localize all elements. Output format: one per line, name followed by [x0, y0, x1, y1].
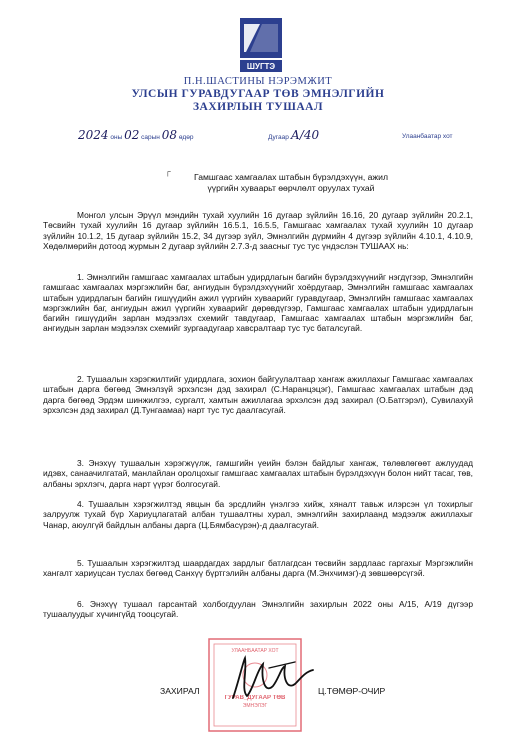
clause-4: 4. Тушаалын хэрэгжилтэд явцын ба эрсдлийн үнэлгээ хийж, хяналт тавьж илэрсэн үл тохирлыг залруулж тухай бүр Хариуцлагатай албан тушаалтны хурал, эмнэлгийн захирлаанд мэдээлж ажиллахыг Чанар, аюулгүй байдлын албаны дарга (Ц.Бямбасүрэн)-д даалгасугай.: [43, 499, 473, 530]
subject-line-2: үүргийн хуваарьт өөрчлөлт оруулах тухай: [207, 183, 375, 193]
stamp-text-3: ЭМНЭЛЭГ: [242, 703, 268, 709]
stamp-text-1: УЛААНБААТАР ХОТ: [231, 648, 279, 654]
date-year-suffix: оны: [110, 134, 123, 141]
preamble-paragraph: Монгол улсын Эрүүл мэндийн тухай хуулийн 16 дугаар зүйлийн 16.16, 20 дугаар зүйлийн 20.2.1, Төсвийн тухай хуулийн 16 дугаар зүйлийн 16.5.1, 16.5.5, Гамшгаас хамгаалах тухай хуулийн 10 дугаар зүйлийн 10.1.2, 15 дугаар зүйлийн 15.2, 34 дүгээр зүйл, Эмнэлгийн дүрмийн 4 дүгээр зүйлийн 4.10.1, 4.10.9, Хөдөлмөрийн дотоод журмын 2 дугаар зүйлийн 2.7.3-д заасныг тус тус үндэслэн ТУШААХ нь:: [43, 210, 473, 251]
logo-text: ШУГТЭ: [246, 62, 276, 71]
date-day: 08: [161, 128, 177, 142]
subject-corner-mark: ┌: [165, 167, 171, 176]
order-number: [268, 128, 319, 142]
clause-6: 6. Энэхүү тушаал гарсантай холбогдуулан Эмнэлгийн захирлын 2022 оны А/15, А/19 дүгээр тушаалуудыг хүчингүйд тооцсугай.: [43, 599, 473, 620]
hospital-logo: [238, 18, 284, 74]
order-number-label: Дугаар: [268, 134, 289, 141]
clause-3: 3. Энэхүү тушаалын хэрэгжүүлж, гамшгийн үеийн бэлэн байдлыг хангаж, төлөвлөгөөт ажлуудад идэвх, санаачилгатай, манлайлан оролцохыг гамшгаас хамгаалах штабын бүрэлдэхүүн болон нийт тасаг, төв, албаны эрхлэгч, дарга нарт үүрэг болгосугай.: [43, 458, 473, 489]
date-month-suffix: сарын: [141, 134, 160, 141]
header-line-1: П.Н.ШАСТИНЫ НЭРЭМЖИТ: [183, 76, 333, 87]
subject-line-1: Гамшгаас хамгаалах штабын бүрэлдэхүүн, ажил: [194, 172, 388, 182]
date-year: 2024: [78, 128, 109, 142]
stamp-text-2: ГУРАВ_ДУГААР ТӨВ: [224, 695, 286, 701]
signatory-title: ЗАХИРАЛ: [160, 686, 200, 696]
date-line: [78, 128, 193, 142]
date-month: 02: [124, 128, 140, 142]
clause-5: 5. Тушаалын хэрэгжилтэд шаардагдах зардлыг батлагдсан төсвийн зардлаас гаргахыг Мэргэжлийн хангалт хариуцсан туслах бөгөөд Санхүү бүртгэлийн албаны дарга (М.Энхчимэг)-д зөвшөөрсүгэй.: [43, 558, 473, 579]
header-line-3: ЗАХИРЛЫН ТУШААЛ: [192, 101, 324, 113]
clause-2: 2. Тушаалын хэрэгжилтийг удирдлага, зохион байгуулалтаар хангаж ажиллахыг Гамшгаас хамгаалах штабын дарга бөгөөд Эмнэлзүй эрхэлсэн дэд захирал (С.Наранцэцэг), Гамшгаас хамгаалах штабын дэд дарга бөгөөд Эрдэм шинжилгээ, сургалт, хамтын ажиллагаа эрхэлсэн дэд захирал (О.Батгэрэл), Сувилахуй эрхэлсэн дэд захирал (Д.Тунгаамаа) нарт тус тус даалгасугай.: [43, 374, 473, 415]
date-day-suffix: өдөр: [178, 134, 194, 141]
order-number-value: А/40: [290, 128, 320, 142]
signatory-name: Ц.ТӨМӨР-ОЧИР: [318, 686, 386, 696]
handwritten-signature: [225, 650, 320, 710]
city-label: Улаанбаатар хот: [402, 133, 453, 140]
order-subject: [176, 172, 406, 194]
header-line-2: УЛСЫН ГУРАВДУГААР ТӨВ ЭМНЭЛГИЙН: [131, 88, 385, 100]
clause-1: 1. Эмнэлгийн гамшгаас хамгаалах штабын удирдлагын багийн бүрэлдэхүүнийг нэгдүгээр, Эмнэлгийн гамшгаас хамгаалах мэргэжлийн баг, ангиудын бүрэлдэхүүнийг хоёрдугаар, Эмнэлгийн гамшгаас хамгаалах штабын удирдлагын багийн гишүүдийн ажил үүргийн хуваарийг гуравдугаар, Эмнэлгийн гамшгаас хамгаалах мэргэжлийн баг, ангиудын ажил үүргийн хуваарийг дөрөвдүгээр, Гамшгаас хамгаалах штабын удирдлагын багийн гишүүдийн зарлан мэдээлэх схемийг тавдугаар, Гамшгаас хамгаалах штабын мэргэжлийн баг, ангиудын зарлан мэдээлэх схемийг зургаадугаар хавсралтаар тус тус баталсугай.: [43, 272, 473, 334]
